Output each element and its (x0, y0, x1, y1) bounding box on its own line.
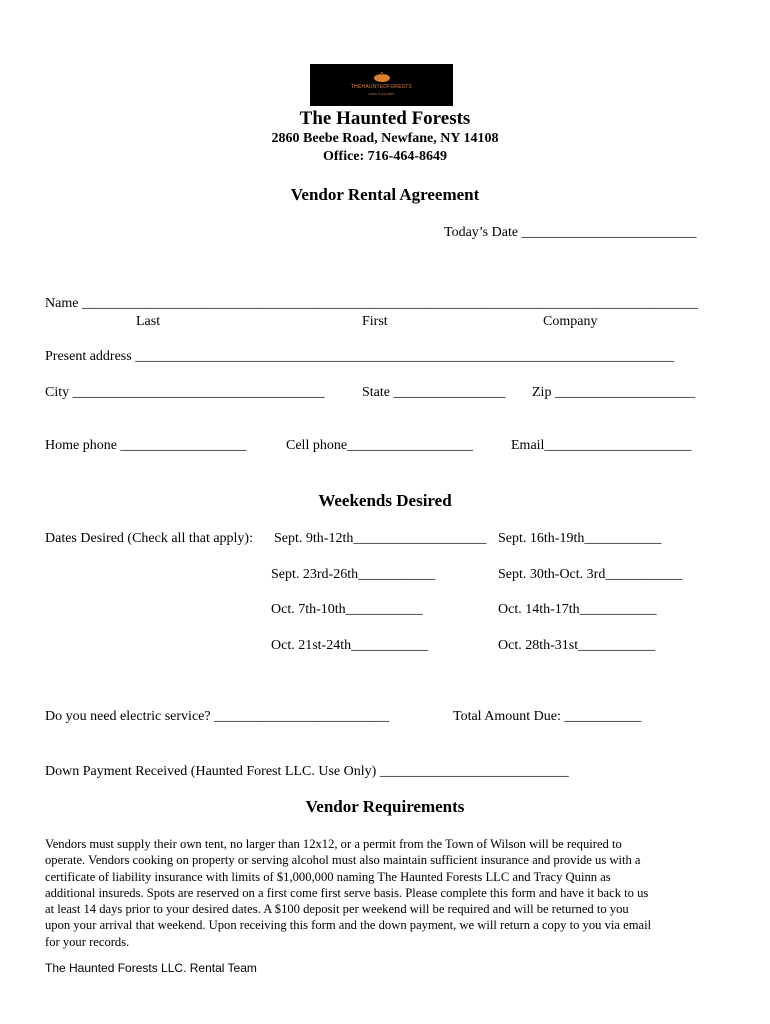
date-option-oct-28[interactable]: Oct. 28th-31st___________ (498, 638, 656, 653)
company-logo (310, 64, 453, 106)
date-option-sept-23[interactable]: Sept. 23rd-26th___________ (271, 567, 436, 582)
org-address: 2860 Beebe Road, Newfane, NY 14108 (271, 131, 499, 146)
weekends-desired-heading: Weekends Desired (318, 491, 452, 510)
present-address-field[interactable]: Present address _____________________________________________________________________________ (45, 349, 675, 364)
logo-subtext: come if you dare (368, 92, 395, 96)
requirements-line: for your records. (45, 934, 130, 949)
first-name-label: First (362, 314, 388, 329)
date-option-oct-14[interactable]: Oct. 14th-17th___________ (498, 602, 657, 617)
date-option-sept-16[interactable]: Sept. 16th-19th___________ (498, 531, 662, 546)
requirements-line: operate. Vendors cooking on property or serving alcohol must also maintain sufficient insurance and provide us with a (45, 853, 641, 868)
company-label: Company (543, 314, 598, 329)
date-option-sept-9[interactable]: Sept. 9th-12th___________________ (274, 531, 487, 546)
cell-phone-field[interactable]: Cell phone__________________ (286, 438, 474, 453)
requirements-line: at least 14 days prior to your desired dates. A $100 deposit per weekend will be required and will be returned to you (45, 902, 629, 917)
down-payment-field[interactable]: Down Payment Received (Haunted Forest LLC. Use Only) ___________________________ (45, 764, 569, 779)
email-field[interactable]: Email_____________________ (511, 438, 692, 453)
city-field[interactable]: City ____________________________________ (45, 385, 325, 400)
vendor-requirements-text (45, 836, 725, 950)
last-name-label: Last (136, 314, 161, 329)
requirements-line: additional insureds. Spots are reserved on a first come first serve basis. Please complete this form and have it back to us (45, 885, 649, 900)
logo-text: THEHAUNTEDFORESTS (350, 84, 413, 90)
dates-desired-label: Dates Desired (Check all that apply): (45, 531, 253, 546)
requirements-line: Vendors must supply their own tent, no larger than 12x12, or a permit from the Town of Wilson will be required to (45, 837, 622, 851)
electric-service-field[interactable]: Do you need electric service? _________________________ (45, 709, 390, 724)
total-amount-due-field[interactable]: Total Amount Due: ___________ (453, 709, 642, 724)
state-field[interactable]: State ________________ (362, 385, 506, 400)
vendor-requirements-heading: Vendor Requirements (305, 797, 465, 816)
footer-signature: The Haunted Forests LLC. Rental Team (45, 961, 257, 975)
requirements-line: certificate of liability insurance with limits of $1,000,000 naming The Haunted Forests LLC and Tracy Quinn as (45, 869, 611, 884)
org-office-phone: Office: 716-464-8649 (322, 149, 448, 164)
pumpkin-icon (372, 72, 392, 82)
requirements-line: upon your arrival that weekend. Upon receiving this form and the down payment, we will return a copy to you via email (45, 918, 652, 933)
todays-date-field[interactable]: Today’s Date _________________________ (444, 225, 697, 240)
document-title: Vendor Rental Agreement (290, 185, 480, 204)
zip-field[interactable]: Zip ____________________ (532, 385, 695, 400)
home-phone-field[interactable]: Home phone __________________ (45, 438, 247, 453)
date-option-sept-30[interactable]: Sept. 30th-Oct. 3rd___________ (498, 567, 683, 582)
date-option-oct-21[interactable]: Oct. 21st-24th___________ (271, 638, 429, 653)
date-option-oct-7[interactable]: Oct. 7th-10th___________ (271, 602, 423, 617)
org-name: The Haunted Forests (299, 108, 471, 129)
name-field[interactable]: Name ________________________________________________________________________________________ (45, 296, 698, 311)
